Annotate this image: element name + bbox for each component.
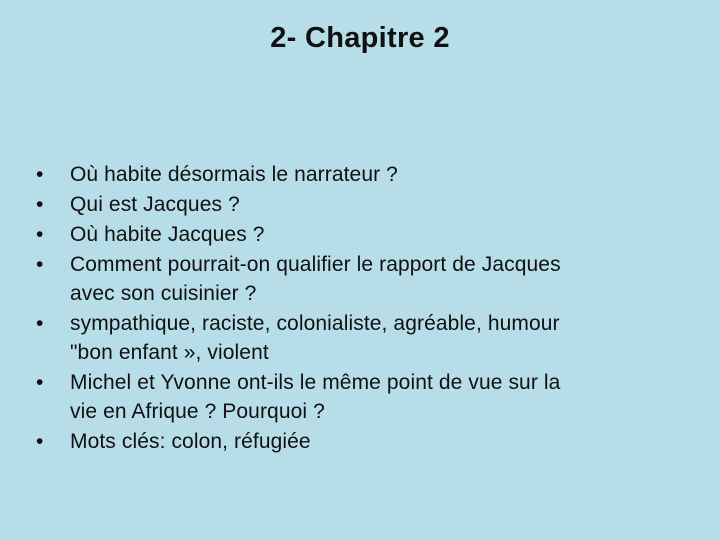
bullet-icon: • — [36, 312, 44, 335]
list-item — [36, 220, 676, 249]
list-item — [36, 190, 676, 219]
list-item — [36, 368, 676, 426]
bullet-icon: • — [36, 163, 44, 186]
bullet-icon: • — [36, 193, 44, 216]
list-item — [36, 309, 676, 367]
list-item — [36, 427, 676, 456]
slide-title: 2- Chapitre 2 — [270, 22, 450, 54]
bullet-text: Où habite désormais le narrateur ? — [70, 163, 398, 186]
bullet-text: Qui est Jacques ? — [70, 193, 240, 216]
bullet-list — [36, 160, 676, 457]
bullet-text: Comment pourrait-on qualifier le rapport de Jacques avec son cuisinier ? — [70, 253, 561, 305]
list-item — [36, 250, 676, 308]
bullet-icon: • — [36, 223, 44, 246]
bullet-icon: • — [36, 371, 44, 394]
bullet-icon: • — [36, 253, 44, 276]
list-item — [36, 160, 676, 189]
bullet-text: sympathique, raciste, colonialiste, agréable, humour "bon enfant », violent — [70, 312, 560, 364]
bullet-text: Où habite Jacques ? — [70, 223, 265, 246]
bullet-icon: • — [36, 430, 44, 453]
bullet-text: Mots clés: colon, réfugiée — [70, 430, 311, 453]
bullet-text: Michel et Yvonne ont-ils le même point de vue sur la vie en Afrique ? Pourquoi ? — [70, 371, 561, 423]
